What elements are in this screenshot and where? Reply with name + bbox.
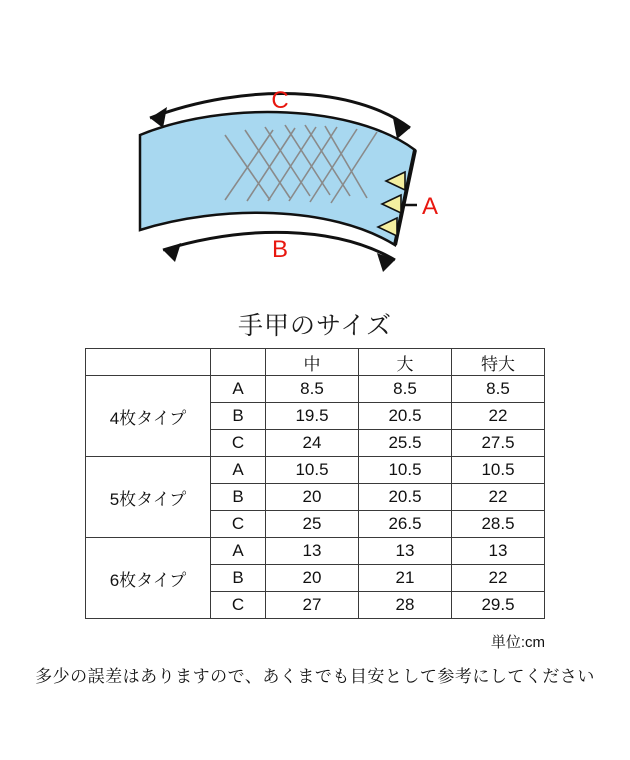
label-a: A [421,193,439,220]
cell-1-0-1: 10.5 [359,457,452,484]
cell-1-1-1: 20.5 [359,484,452,511]
size-table [85,348,545,619]
row-label-0-0: A [211,376,266,403]
cell-0-0-0: 8.5 [266,376,359,403]
cell-1-2-2: 28.5 [452,511,545,538]
label-b: B [271,236,289,263]
cell-0-1-0: 19.5 [266,403,359,430]
table-row [86,538,545,565]
cell-2-0-2: 13 [452,538,545,565]
row-label-0-1: B [211,403,266,430]
group-type-2: 6枚タイプ [86,538,211,619]
header-size-l: 大 [359,349,452,376]
cell-0-0-2: 8.5 [452,376,545,403]
cell-0-0-1: 8.5 [359,376,452,403]
cell-0-1-2: 22 [452,403,545,430]
row-label-1-1: B [211,484,266,511]
table-row [86,376,545,403]
cell-0-2-1: 25.5 [359,430,452,457]
row-label-2-0: A [211,538,266,565]
cell-1-0-0: 10.5 [266,457,359,484]
group-type-0: 4枚タイプ [86,376,211,457]
header-size-m: 中 [266,349,359,376]
cell-2-0-1: 13 [359,538,452,565]
cell-2-0-0: 13 [266,538,359,565]
unit-label: 単位:cm [490,634,545,651]
header-size-xl: 特大 [452,349,545,376]
cell-1-2-0: 25 [266,511,359,538]
cell-0-1-1: 20.5 [359,403,452,430]
table-header-row [86,349,545,376]
cell-2-1-0: 20 [266,565,359,592]
hand-guard-diagram [0,60,630,300]
group-type-1: 5枚タイプ [86,457,211,538]
cell-1-1-2: 22 [452,484,545,511]
cell-2-1-1: 21 [359,565,452,592]
cell-2-1-2: 22 [452,565,545,592]
hand-guard-svg [105,60,525,300]
cell-2-2-2: 29.5 [452,592,545,619]
cell-2-2-0: 27 [266,592,359,619]
cell-1-0-2: 10.5 [452,457,545,484]
cell-2-2-1: 28 [359,592,452,619]
row-label-2-1: B [211,565,266,592]
header-blank-type [86,349,211,376]
size-table-wrap [85,348,545,619]
table-row [86,457,545,484]
header-blank-label [211,349,266,376]
cell-1-2-1: 26.5 [359,511,452,538]
cell-1-1-0: 20 [266,484,359,511]
cell-0-2-2: 27.5 [452,430,545,457]
row-label-1-0: A [211,457,266,484]
row-label-0-2: C [211,430,266,457]
row-label-1-2: C [211,511,266,538]
chart-title: 手甲のサイズ [237,312,392,340]
label-c: C [271,87,289,114]
disclaimer-note: 多少の誤差はありますので、あくまでも目安として参考にしてください [35,667,595,686]
cell-0-2-0: 24 [266,430,359,457]
row-label-2-2: C [211,592,266,619]
